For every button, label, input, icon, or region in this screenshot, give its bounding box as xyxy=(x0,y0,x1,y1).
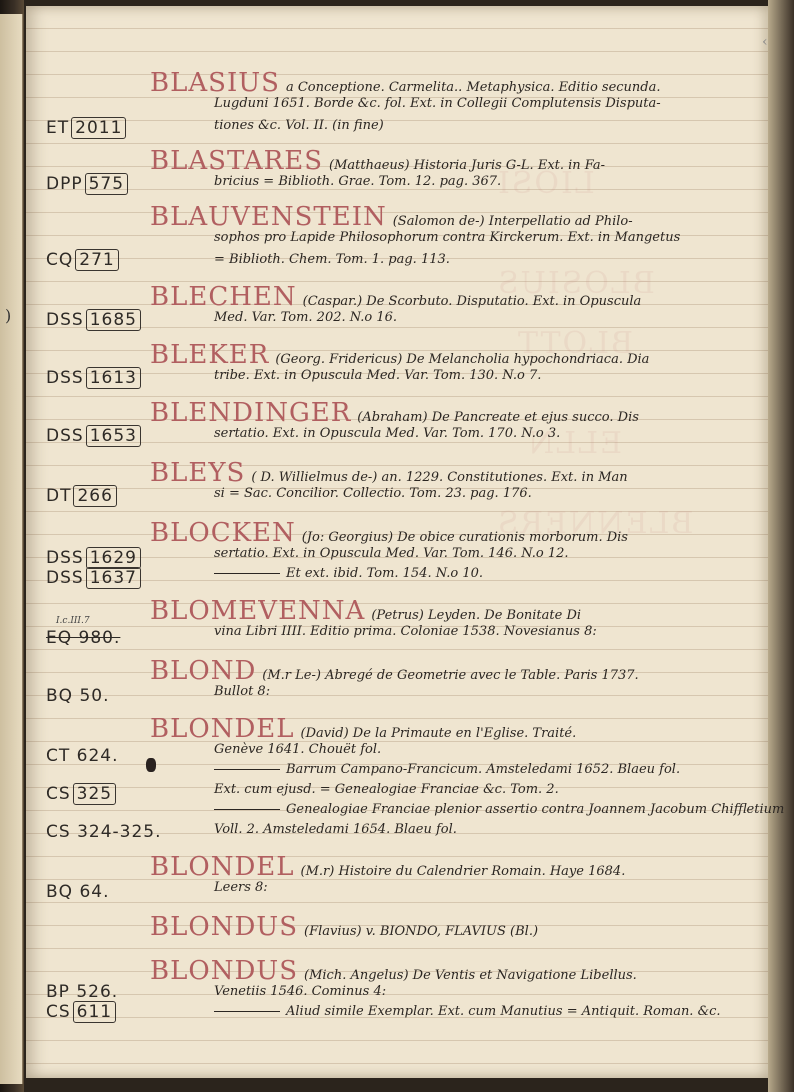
entry-headline xyxy=(150,714,576,744)
entry-heading: BLEYS xyxy=(150,458,246,488)
entry-text-line: vina Libri IIII. Editio prima. Coloniae 1538. Novesianus 8: xyxy=(214,624,597,639)
shelfmark: CQ 271 xyxy=(46,250,119,270)
entry-headline xyxy=(150,68,661,98)
entry-text-line: (Abraham) De Pancreate et ejus succo. Dis xyxy=(357,410,639,425)
show-through-text: BLENNERS xyxy=(496,506,694,541)
entry-text-line: Voll. 2. Amsteledami 1654. Blaeu fol. xyxy=(214,822,457,837)
entry-heading: BLECHEN xyxy=(150,282,297,312)
entry-headline xyxy=(150,146,605,176)
entry-text-line: Venetiis 1546. Cominus 4: xyxy=(214,984,387,999)
previous-page-mark: ) xyxy=(5,306,12,325)
shelfmark: DSS 1629 xyxy=(46,548,141,568)
entry-text-line: = Biblioth. Chem. Tom. 1. pag. 113. xyxy=(214,252,450,267)
entry-text-line: tiones &c. Vol. II. (in fine) xyxy=(214,118,384,133)
show-through-text: BLOSIUS xyxy=(496,266,655,301)
shelfmark: BP 526. xyxy=(46,982,119,1002)
entry-heading: BLOND xyxy=(150,656,257,686)
entry-text-line: Genève 1641. Chouët fol. xyxy=(214,742,382,757)
entry-text-line: (David) De la Primaute en l'Eglise. Traité. xyxy=(300,726,577,741)
entry-heading: BLONDEL xyxy=(150,852,295,882)
entry-headline xyxy=(150,656,639,686)
entry-heading: BLONDUS xyxy=(150,912,299,942)
shelfmark-secondary: CS 325 xyxy=(46,784,116,804)
page-stack-edge xyxy=(768,0,794,1092)
entry-text-line: (Petrus) Leyden. De Bonitate Di xyxy=(371,608,582,623)
entry-heading: BLASTARES xyxy=(150,146,324,176)
entry-headline xyxy=(150,282,641,312)
entry-headline xyxy=(150,956,637,986)
entry-text-line: Aliud simile Exemplar. Ext. cum Manutius = Antiquit. Roman. &c. xyxy=(214,1004,721,1019)
entry-heading: BLEKER xyxy=(150,340,270,370)
shelfmark: CT 624. xyxy=(46,746,119,766)
entry-heading: BLOCKEN xyxy=(150,518,296,548)
shelfmark-tertiary: CS 324-325. xyxy=(46,822,162,842)
entry-text-line: (M.r) Histoire du Calendrier Romain. Haye 1684. xyxy=(300,864,626,879)
entry-heading: BLENDINGER xyxy=(150,398,352,428)
shelfmark-note: I.c.III.7 xyxy=(56,616,90,626)
entry-text-line: (Matthaeus) Historia Juris G-L. Ext. in Fa- xyxy=(329,158,606,173)
entry-text-line: Med. Var. Tom. 202. N.o 16. xyxy=(214,310,398,325)
entry-text-line: Genealogiae Franciae plenior assertio contra Joannem Jacobum Chiffletium xyxy=(214,802,784,817)
show-through-text: BLOTT xyxy=(516,326,634,361)
entry-text-line: Bullot 8: xyxy=(214,684,271,699)
shelfmark: BQ 64. xyxy=(46,882,110,902)
shelfmark: DSS 1653 xyxy=(46,426,141,446)
entry-text-line: (Mich. Angelus) De Ventis et Navigatione Libellus. xyxy=(304,968,637,983)
entry-headline xyxy=(150,398,639,428)
entry-text-line: ( D. Willielmus de-) an. 1229. Constitutiones. Ext. in Man xyxy=(251,470,628,485)
entry-text-line: Barrum Campano-Francicum. Amsteledami 1652. Blaeu fol. xyxy=(214,762,680,777)
entry-heading: BLASIUS xyxy=(150,68,280,98)
entry-headline xyxy=(150,852,625,882)
entry-text-line: Lugduni 1651. Borde &c. fol. Ext. in Collegii Complutensis Disputa- xyxy=(214,96,661,111)
cross-reference: (Flavius) v. BIONDO, FLAVIUS (Bl.) xyxy=(304,924,539,939)
entry-text-line: Ext. cum ejusd. = Genealogiae Franciae &c. Tom. 2. xyxy=(214,782,559,797)
entry-headline xyxy=(150,912,538,942)
entry-headline xyxy=(150,518,628,548)
shelfmark-cancelled: EQ 980. xyxy=(46,628,121,648)
entry-heading: BLONDEL xyxy=(150,714,295,744)
show-through-text: ELLN xyxy=(526,426,622,461)
shelfmark: ET 2011 xyxy=(46,118,126,138)
entry-heading: BLAUVENSTEIN xyxy=(150,202,387,232)
entry-heading: BLONDUS xyxy=(150,956,299,986)
shelfmark: DSS 1613 xyxy=(46,368,141,388)
entry-text-line: sophos pro Lapide Philosophorum contra Kirckerum. Ext. in Mangetus xyxy=(214,230,681,245)
entry-heading: BLOMEVENNA xyxy=(150,596,366,626)
previous-page-edge xyxy=(0,14,23,1084)
entry-headline xyxy=(150,596,581,626)
entry-text-line: sertatio. Ext. in Opuscula Med. Var. Tom. 146. N.o 12. xyxy=(214,546,569,561)
shelfmark-secondary: DSS 1637 xyxy=(46,568,141,588)
entry-text-line: (Georg. Fridericus) De Melancholia hypochondriaca. Dia xyxy=(275,352,650,367)
shelfmark: DT 266 xyxy=(46,486,117,506)
entry-text-line: sertatio. Ext. in Opuscula Med. Var. Tom. 170. N.o 3. xyxy=(214,426,561,441)
entry-text-line: (Caspar.) De Scorbuto. Disputatio. Ext. in Opuscula xyxy=(302,294,642,309)
shelfmark: BQ 50. xyxy=(46,686,110,706)
ink-blot xyxy=(146,758,156,772)
entry-text-line: (M.r Le-) Abregé de Geometrie avec le Table. Paris 1737. xyxy=(262,668,639,683)
corner-mark: ‹ xyxy=(762,34,768,50)
entry-headline xyxy=(150,458,628,488)
show-through-text: LIOSI xyxy=(496,166,595,201)
entry-text-line: bricius = Biblioth. Grae. Tom. 12. pag. 367. xyxy=(214,174,502,189)
entry-headline xyxy=(150,202,633,232)
entry-text-line: Leers 8: xyxy=(214,880,268,895)
entry-text-line: (Jo: Georgius) De obice curationis morborum. Dis xyxy=(301,530,628,545)
shelfmark: DSS 1685 xyxy=(46,310,141,330)
entry-text-line: a Conceptione. Carmelita.. Metaphysica. Editio secunda. xyxy=(285,80,661,95)
shelfmark-secondary: CS 611 xyxy=(46,1002,116,1022)
entry-text-line: Et ext. ibid. Tom. 154. N.o 10. xyxy=(214,566,483,581)
entry-headline xyxy=(150,340,649,370)
entry-text-line: tribe. Ext. in Opuscula Med. Var. Tom. 130. N.o 7. xyxy=(214,368,542,383)
shelfmark: DPP 575 xyxy=(46,174,128,194)
entry-text-line: si = Sac. Concilior. Collectio. Tom. 23. pag. 176. xyxy=(214,486,532,501)
entry-text-line: (Salomon de-) Interpellatio ad Philo- xyxy=(392,214,633,229)
catalog-page xyxy=(26,6,785,1078)
